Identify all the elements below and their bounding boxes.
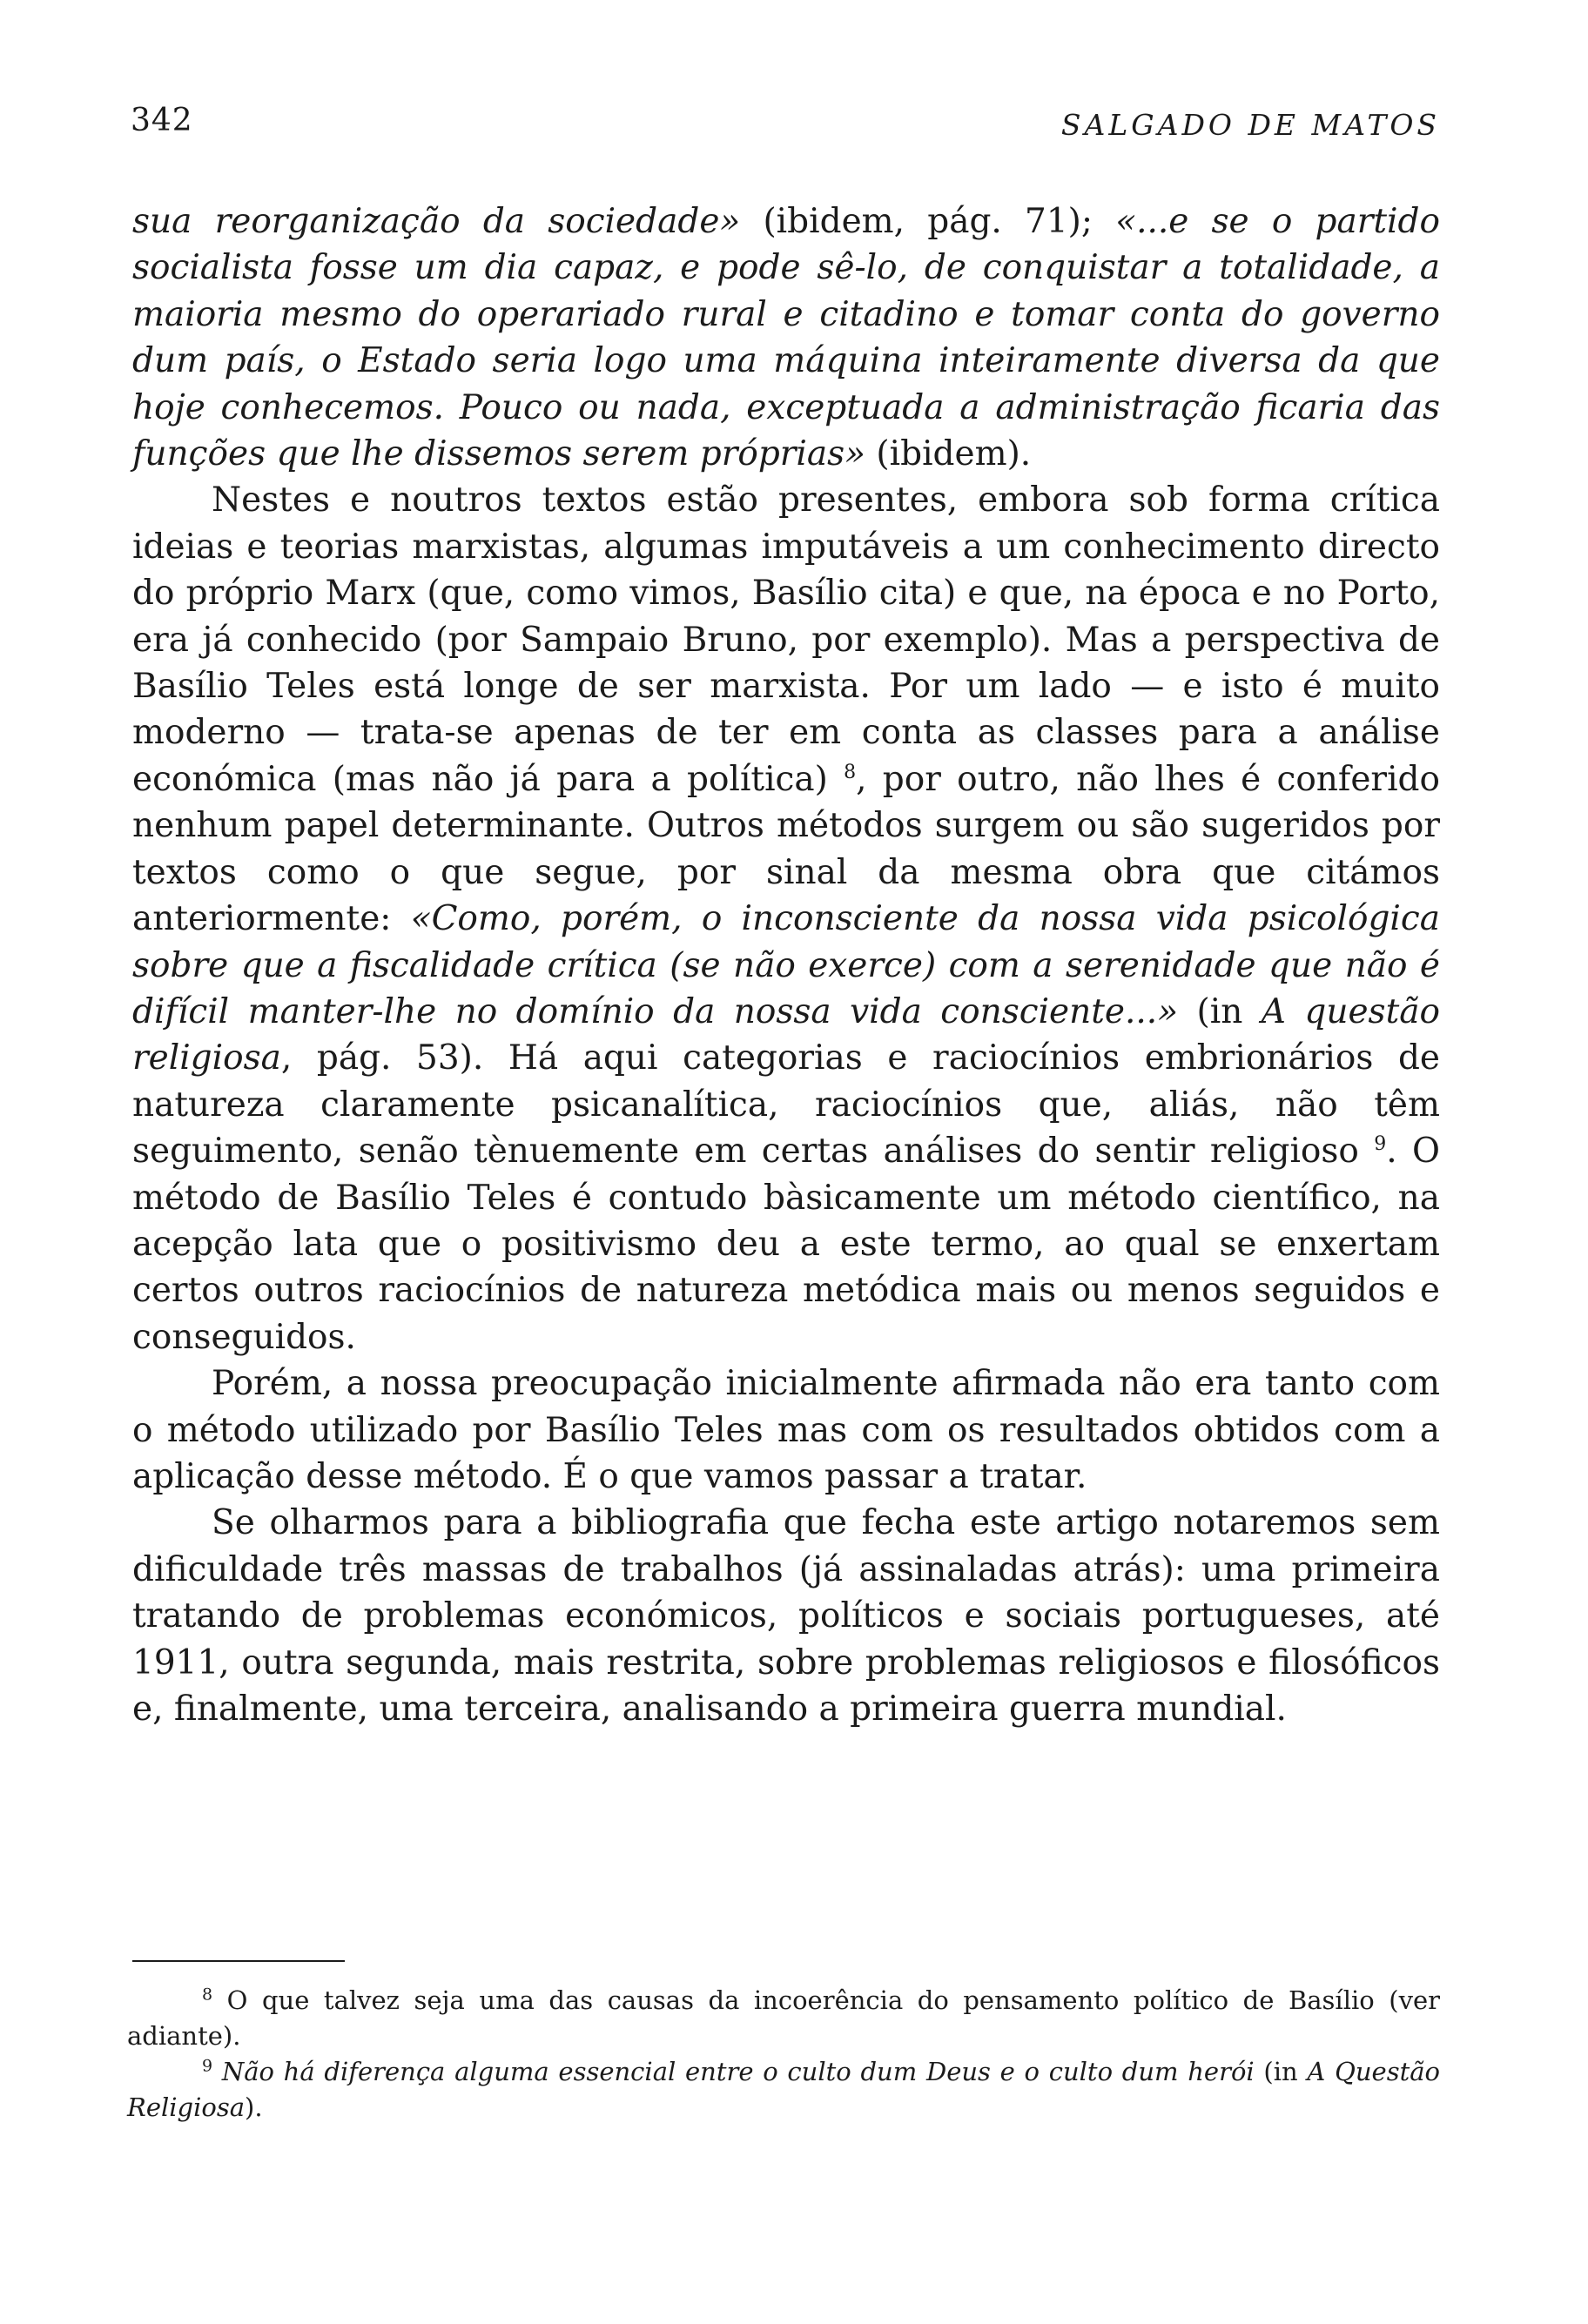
citation: (ibidem). — [865, 434, 1032, 474]
quote: «Como, porém, o inconsciente da nossa vida psicológica sobre que a fiscalidade crítica (se não exerce) com a serenidade que não é difícil manter-lhe no domínio da nossa vida consciente...» — [132, 899, 1440, 1031]
text-run: Nestes e noutros textos estão presentes, embora sob forma crítica ideias e teorias marxistas, algumas imputáveis a um conhecimento directo do próprio Marx (que, como vimos, Basílio cita) e que, na época e no Porto, era já conhecido (por Sampaio Bruno, por exemplo). Mas a perspectiva de Basílio Teles está longe de ser marxista. Por um lado — e isto é muito moderno — trata-se apenas de ter em conta as classes para a análise económica (mas não já para a política) — [132, 480, 1440, 799]
running-title: SALGADO DE MATOS — [1060, 108, 1440, 142]
footnote-divider — [132, 1960, 345, 1962]
footnote-quote: Não há diferença alguma essencial entre o culto dum Deus e o culto dum herói — [212, 2057, 1255, 2086]
book-title: A Questão Religiosa — [127, 2057, 1440, 2122]
footnote-text: ). — [245, 2092, 263, 2122]
citation: (ibidem, pág. 71); — [740, 202, 1116, 241]
footnotes — [127, 1983, 1440, 2126]
footnote-ref-8[interactable]: 8 — [844, 761, 857, 783]
footnote-marker: 8 — [202, 1985, 213, 2005]
text-run: , por outro, não lhes é conferido nenhum papel determinante. Outros métodos surgem ou são sugeridos por textos como o que segue, por sinal da mesma obra que citámos anteriormente: — [132, 759, 1440, 939]
body-text — [132, 198, 1440, 1732]
text-run: (in — [1178, 991, 1262, 1031]
paragraph-1 — [132, 198, 1440, 477]
paragraph-2 — [132, 477, 1440, 1360]
quote: «...e se o partido socialista fosse um dia capaz, e pode sê-lo, de conquistar a totalidade, a maioria mesmo do operariado rural e citadino e tomar conta do governo dum país, o Estado seria logo uma máquina inteiramente diversa da que hoje conhecemos. Pouco ou nada, exceptuada a administração ficaria das funções que lhe dissemos serem próprias» — [132, 202, 1440, 474]
footnote-marker: 9 — [202, 2056, 213, 2076]
footnote-ref-9[interactable]: 9 — [1374, 1133, 1387, 1156]
book-title: A questão religiosa — [132, 991, 1440, 1078]
text-run: . O método de Basílio Teles é contudo bàsicamente um método científico, na acepção lata que o positivismo deu a este termo, ao qual se enxertam certos outros raciocínios de natureza metódica mais ou menos seguidos e conseguidos. — [132, 1132, 1440, 1357]
quote-fragment: sua reorganização da sociedade» — [132, 202, 741, 241]
paragraph-3: Porém, a nossa preocupação inicialmente afirmada não era tanto com o método utilizado por Basílio Teles mas com os resultados obtidos com a aplicação desse método. É o que vamos passar a tratar. — [132, 1364, 1440, 1496]
footnote-text: O que talvez seja uma das causas da incoerência do pensamento político de Basílio (ver adiante). — [127, 1985, 1440, 2051]
paragraph-4: Se olharmos para a bibliografia que fecha este artigo notaremos sem dificuldade três massas de trabalhos (já assinaladas atrás): uma primeira tratando de problemas económicos, políticos e sociais portugueses, até 1911, outra segunda, mais restrita, sobre problemas religiosos e filosóficos e, finalmente, uma terceira, analisando a primeira guerra mundial. — [132, 1503, 1440, 1729]
footnote-8 — [127, 1983, 1440, 2054]
text-run: , pág. 53). Há aqui categorias e raciocínios embrionários de natureza claramente psicanalítica, raciocínios que, aliás, não têm seguimento, senão tènuemente em certas análises do sentir religioso — [132, 1038, 1440, 1172]
page-number: 342 — [131, 103, 193, 138]
footnote-text: (in — [1254, 2057, 1308, 2086]
footnote-9 — [127, 2054, 1440, 2126]
